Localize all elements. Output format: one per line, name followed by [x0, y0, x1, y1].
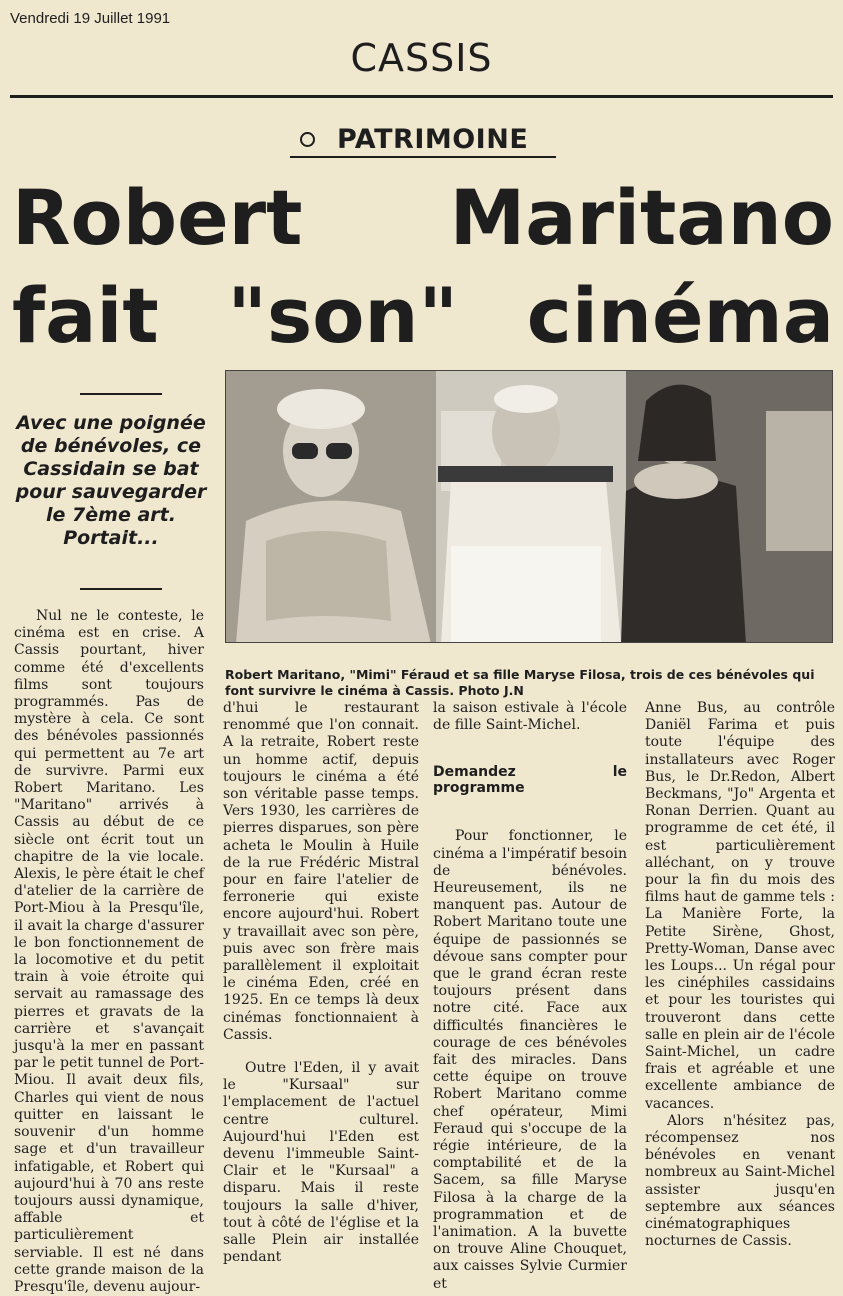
article-column-3	[433, 700, 627, 1293]
section-rule	[10, 95, 833, 98]
paragraph: Nul ne le conteste, le cinéma est en crise. A Cassis pourtant, hiver comme été d'excellents films sont toujours programmés. Pas de mystère à cela. Ce sont des bénévoles passionnés qui permettent au 7e art de survivre. Parmi eux Robert Maritano. Les "Maritano" arrivés à Cassis au début de ce siècle ont écrit tout un chapitre de la vie locale. Alexis, le père était le chef d'atelier de la carrière de Port-Miou à la Presqu'île, il avait la charge d'assurer le bon fonctionnement de la locomotive et du petit train à voie étroite qui servait au ramassage des pierres et gravats de la carrière et s'avançait jusqu'à la mer en passant par le petit tunnel de Port-Miou. Il avait deux fils, Charles qui vient de nous quitter en laissant le souvenir d'un homme sage et d'un travailleur infatigable, et Robert qui aujourd'hui à 70 ans reste toujours aussi dynamique, affable et particulièrement serviable. Il est né dans cette grande maison de la Presqu'île, devenu aujour-	[14, 608, 204, 1295]
article-column-1	[14, 608, 204, 1296]
standfirst: Avec une poignée de bénévoles, ce Cassidain se bat pour sauvegarder le 7ème art. Portait...	[15, 412, 207, 549]
article-column-4	[645, 700, 835, 1251]
kicker-label: PATRIMOINE	[337, 123, 529, 155]
circle-bullet-icon	[300, 132, 315, 147]
standfirst-rule-top	[80, 393, 162, 395]
headline-word: Maritano	[449, 173, 834, 262]
photo-image	[226, 371, 833, 643]
paragraph: Outre l'Eden, il y avait le "Kursaal" sur l'emplacement de l'actuel centre culturel. Aujourd'hui l'Eden est devenu l'immeuble Saint-Clair et le "Kursaal" a disparu. Mais il reste toujours la salle d'hiver, tout à côté de l'église et la salle Plein air installée pendant	[223, 1060, 419, 1266]
section-title: CASSIS	[350, 36, 493, 80]
kicker	[290, 122, 556, 158]
photo-caption: Robert Maritano, "Mimi" Féraud et sa fille Maryse Filosa, trois de ces bénévoles qui font survivre le cinéma à Cassis. Photo J.N	[225, 667, 815, 698]
paragraph: d'hui le restaurant renommé que l'on connait. A la retraite, Robert reste un homme actif, depuis toujours le cinéma a été son véritable passe temps. Vers 1930, les carrières de pierres disparues, son père acheta le Moulin à Huile de la rue Frédéric Mistral pour en faire l'atelier de ferronerie qui existe encore aujourd'hui. Robert y travaillait avec son père, puis avec son frère mais parallèlement il exploitait le cinéma Eden, créé en 1925. En ce temps là deux cinémas fonctionnaient à Cassis.	[223, 700, 419, 1043]
headline-word: Robert	[12, 173, 303, 262]
subheading: Demandez le programme	[433, 764, 627, 797]
paragraph: Alors n'hésitez pas, récompensez nos bénévoles en venant nombreux au Saint-Michel assister jusqu'en septembre aux séances cinématographiques nocturnes de Cassis.	[645, 1112, 835, 1250]
standfirst-rule-bottom	[80, 588, 162, 590]
paragraph: Anne Bus, au contrôle Daniël Farima et puis toute l'équipe des installateurs avec Roger Bus, le Dr.Redon, Albert Beckmans, "Jo" Argenta et Ronan Derrien. Quant au programme de cet été, il est particulièrement alléchant, on y trouve pour la fin du mois des films haut de gamme tels : La Manière Forte, la Petite Sirène, Ghost, Pretty-Woman, Danse avec les Loups... Un régal pour les cinéphiles cassidains et pour les touristes qui trouveront dans cette salle en plein air de l'école Saint-Michel, un cadre frais et agréable et une excellente ambiance de vacances.	[645, 700, 835, 1112]
headline-word: "son"	[227, 271, 459, 360]
headline-word: cinéma	[526, 271, 834, 360]
article-column-2	[223, 700, 419, 1267]
headline-line-2	[12, 271, 834, 360]
headline-line-1	[12, 173, 834, 262]
paragraph: la saison estivale à l'école de fille Saint-Michel.	[433, 700, 627, 734]
dateline: Vendredi 19 Juillet 1991	[10, 10, 171, 27]
photo	[225, 370, 833, 643]
headline-word: fait	[12, 271, 159, 360]
paragraph: Pour fonctionner, le cinéma a l'impératif besoin de bénévoles. Heureusement, ils ne manquent pas. Autour de Robert Maritano toute une équipe de passionnés se dévoue sans compter pour que le grand écran reste toujours présent dans notre cité. Face aux difficultés financières le courage de ces bénévoles fait des miracles. Dans cette équipe on trouve Robert Maritano comme chef opérateur, Mimi Feraud qui s'occupe de la régie intérieure, de la comptabilité et de la Sacem, sa fille Maryse Filosa à la charge de la programmation et de l'animation. A la buvette on trouve Aline Chouquet, aux caisses Sylvie Curmier et	[433, 828, 627, 1292]
